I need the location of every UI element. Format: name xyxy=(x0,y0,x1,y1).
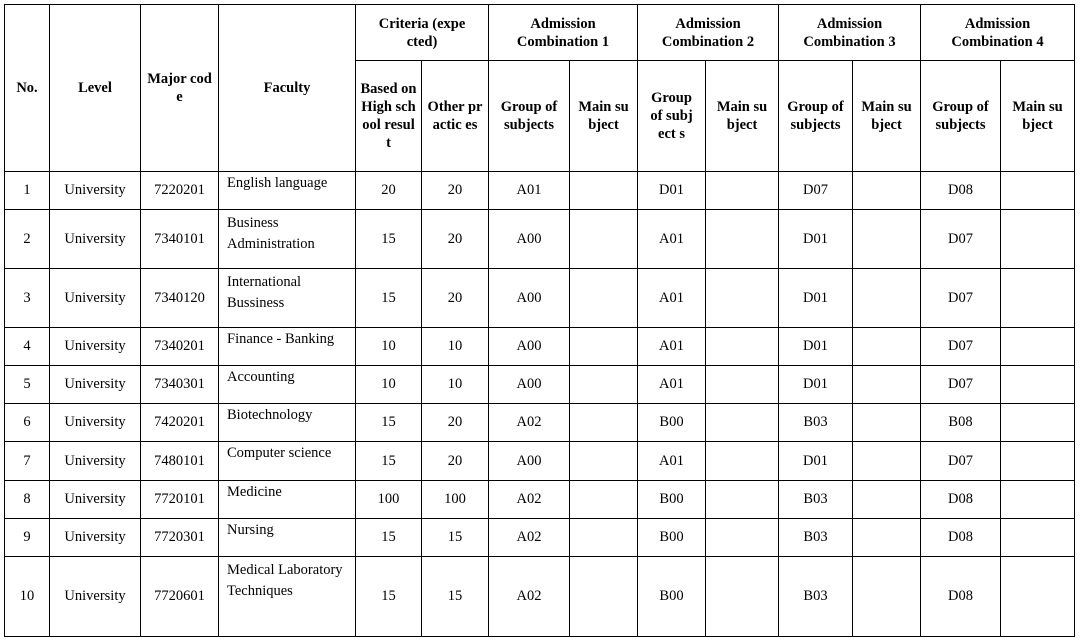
cell-main-3 xyxy=(853,366,921,404)
cell-main-1 xyxy=(570,328,638,366)
cell-main-1 xyxy=(570,481,638,519)
cell-group-2: D01 xyxy=(638,172,706,210)
header-combination-2: Admission Combination 2 xyxy=(638,5,779,61)
cell-group-3: D01 xyxy=(779,442,853,481)
header-main-subject-3: Main subject xyxy=(853,61,921,172)
cell-group-1: A01 xyxy=(489,172,570,210)
cell-group-4: D08 xyxy=(921,172,1001,210)
cell-group-1: A00 xyxy=(489,210,570,269)
cell-main-3 xyxy=(853,442,921,481)
cell-main-4 xyxy=(1001,557,1075,637)
header-faculty: Faculty xyxy=(219,5,356,172)
cell-main-4 xyxy=(1001,442,1075,481)
cell-faculty: Medical Laboratory Techniques xyxy=(219,557,356,637)
cell-group-2: A01 xyxy=(638,210,706,269)
cell-main-3 xyxy=(853,519,921,557)
cell-no: 9 xyxy=(5,519,50,557)
cell-based-on-high-school: 15 xyxy=(356,442,422,481)
cell-level: University xyxy=(50,328,141,366)
cell-group-1: A00 xyxy=(489,442,570,481)
header-other-practices: Other practic es xyxy=(422,61,489,172)
header-combination-3: Admission Combination 3 xyxy=(779,5,921,61)
cell-no: 10 xyxy=(5,557,50,637)
cell-no: 6 xyxy=(5,404,50,442)
cell-main-4 xyxy=(1001,481,1075,519)
cell-major-code: 7340120 xyxy=(141,269,219,328)
cell-no: 5 xyxy=(5,366,50,404)
cell-based-on-high-school: 15 xyxy=(356,519,422,557)
header-main-subject-2: Main subject xyxy=(706,61,779,172)
cell-main-1 xyxy=(570,519,638,557)
cell-no: 7 xyxy=(5,442,50,481)
table-row xyxy=(5,519,1075,557)
header-combination-1: Admission Combination 1 xyxy=(489,5,638,61)
admission-table xyxy=(4,4,1075,637)
cell-major-code: 7720101 xyxy=(141,481,219,519)
cell-main-2 xyxy=(706,210,779,269)
cell-group-4: D07 xyxy=(921,269,1001,328)
cell-no: 3 xyxy=(5,269,50,328)
cell-group-2: A01 xyxy=(638,366,706,404)
cell-main-2 xyxy=(706,519,779,557)
cell-faculty: Business Administration xyxy=(219,210,356,269)
cell-based-on-high-school: 15 xyxy=(356,269,422,328)
cell-no: 4 xyxy=(5,328,50,366)
cell-based-on-high-school: 100 xyxy=(356,481,422,519)
cell-other-practices: 15 xyxy=(422,557,489,637)
cell-group-3: D01 xyxy=(779,366,853,404)
cell-based-on-high-school: 10 xyxy=(356,366,422,404)
table-row xyxy=(5,269,1075,328)
cell-group-2: B00 xyxy=(638,557,706,637)
cell-faculty: International Bussiness xyxy=(219,269,356,328)
cell-other-practices: 20 xyxy=(422,442,489,481)
cell-group-3: B03 xyxy=(779,557,853,637)
cell-group-1: A02 xyxy=(489,519,570,557)
cell-main-1 xyxy=(570,366,638,404)
cell-group-2: B00 xyxy=(638,481,706,519)
cell-no: 2 xyxy=(5,210,50,269)
cell-main-4 xyxy=(1001,172,1075,210)
cell-main-1 xyxy=(570,404,638,442)
cell-level: University xyxy=(50,557,141,637)
cell-main-3 xyxy=(853,172,921,210)
table-row xyxy=(5,172,1075,210)
cell-group-4: D07 xyxy=(921,442,1001,481)
table-row xyxy=(5,481,1075,519)
cell-group-4: D07 xyxy=(921,328,1001,366)
cell-main-3 xyxy=(853,557,921,637)
cell-main-3 xyxy=(853,481,921,519)
cell-faculty: Nursing xyxy=(219,519,356,557)
table-row xyxy=(5,404,1075,442)
cell-other-practices: 10 xyxy=(422,366,489,404)
cell-major-code: 7340301 xyxy=(141,366,219,404)
table-row xyxy=(5,442,1075,481)
cell-faculty: Accounting xyxy=(219,366,356,404)
cell-group-1: A02 xyxy=(489,557,570,637)
cell-major-code: 7720301 xyxy=(141,519,219,557)
cell-other-practices: 100 xyxy=(422,481,489,519)
cell-major-code: 7480101 xyxy=(141,442,219,481)
cell-other-practices: 20 xyxy=(422,404,489,442)
cell-main-4 xyxy=(1001,519,1075,557)
cell-no: 1 xyxy=(5,172,50,210)
cell-no: 8 xyxy=(5,481,50,519)
cell-group-3: D01 xyxy=(779,269,853,328)
cell-main-2 xyxy=(706,328,779,366)
cell-level: University xyxy=(50,519,141,557)
cell-main-1 xyxy=(570,557,638,637)
cell-main-3 xyxy=(853,269,921,328)
cell-group-1: A00 xyxy=(489,269,570,328)
cell-main-4 xyxy=(1001,328,1075,366)
cell-main-3 xyxy=(853,210,921,269)
cell-main-3 xyxy=(853,328,921,366)
cell-based-on-high-school: 15 xyxy=(356,557,422,637)
cell-based-on-high-school: 20 xyxy=(356,172,422,210)
cell-group-4: D08 xyxy=(921,481,1001,519)
cell-major-code: 7420201 xyxy=(141,404,219,442)
cell-faculty: Finance - Banking xyxy=(219,328,356,366)
cell-group-2: A01 xyxy=(638,269,706,328)
cell-level: University xyxy=(50,210,141,269)
cell-faculty: Computer science xyxy=(219,442,356,481)
header-group-of-subjects-3: Group of subjects xyxy=(779,61,853,172)
cell-group-1: A02 xyxy=(489,404,570,442)
cell-group-2: A01 xyxy=(638,328,706,366)
cell-group-2: B00 xyxy=(638,519,706,557)
cell-group-4: B08 xyxy=(921,404,1001,442)
cell-main-4 xyxy=(1001,269,1075,328)
header-group-of-subjects-4: Group of subjects xyxy=(921,61,1001,172)
cell-level: University xyxy=(50,404,141,442)
cell-main-1 xyxy=(570,210,638,269)
cell-group-2: B00 xyxy=(638,404,706,442)
header-no: No. xyxy=(5,5,50,172)
cell-major-code: 7720601 xyxy=(141,557,219,637)
header-group-of-subjects-1: Group of subjects xyxy=(489,61,570,172)
header-based-on-high-school: Based on High school result xyxy=(356,61,422,172)
cell-other-practices: 20 xyxy=(422,172,489,210)
cell-faculty: Medicine xyxy=(219,481,356,519)
cell-major-code: 7340201 xyxy=(141,328,219,366)
cell-main-2 xyxy=(706,481,779,519)
cell-level: University xyxy=(50,481,141,519)
cell-other-practices: 15 xyxy=(422,519,489,557)
cell-group-3: D01 xyxy=(779,210,853,269)
cell-group-1: A00 xyxy=(489,366,570,404)
cell-main-2 xyxy=(706,442,779,481)
cell-level: University xyxy=(50,366,141,404)
table-row xyxy=(5,210,1075,269)
cell-main-2 xyxy=(706,404,779,442)
cell-main-2 xyxy=(706,269,779,328)
cell-group-1: A00 xyxy=(489,328,570,366)
cell-group-3: B03 xyxy=(779,481,853,519)
cell-main-1 xyxy=(570,172,638,210)
header-main-subject-1: Main subject xyxy=(570,61,638,172)
header-combination-4: Admission Combination 4 xyxy=(921,5,1075,61)
cell-main-1 xyxy=(570,442,638,481)
cell-main-4 xyxy=(1001,366,1075,404)
cell-main-4 xyxy=(1001,404,1075,442)
cell-based-on-high-school: 15 xyxy=(356,210,422,269)
table-row xyxy=(5,328,1075,366)
header-row-top xyxy=(5,5,1075,61)
cell-based-on-high-school: 10 xyxy=(356,328,422,366)
table-body xyxy=(5,172,1075,637)
cell-group-3: B03 xyxy=(779,404,853,442)
cell-major-code: 7220201 xyxy=(141,172,219,210)
cell-group-3: D07 xyxy=(779,172,853,210)
cell-group-4: D08 xyxy=(921,519,1001,557)
header-group-of-subjects-2: Group of subject s xyxy=(638,61,706,172)
cell-main-4 xyxy=(1001,210,1075,269)
cell-faculty: Biotechnology xyxy=(219,404,356,442)
cell-other-practices: 20 xyxy=(422,210,489,269)
table-row xyxy=(5,366,1075,404)
header-main-subject-4: Main subject xyxy=(1001,61,1075,172)
cell-group-4: D07 xyxy=(921,366,1001,404)
cell-group-3: B03 xyxy=(779,519,853,557)
cell-level: University xyxy=(50,269,141,328)
cell-main-3 xyxy=(853,404,921,442)
table-row xyxy=(5,557,1075,637)
cell-faculty: English language xyxy=(219,172,356,210)
header-criteria: Criteria (expected) xyxy=(356,5,489,61)
cell-group-4: D08 xyxy=(921,557,1001,637)
cell-group-3: D01 xyxy=(779,328,853,366)
cell-main-2 xyxy=(706,557,779,637)
header-level: Level xyxy=(50,5,141,172)
cell-level: University xyxy=(50,442,141,481)
cell-group-1: A02 xyxy=(489,481,570,519)
cell-other-practices: 10 xyxy=(422,328,489,366)
cell-major-code: 7340101 xyxy=(141,210,219,269)
header-major-code: Major code xyxy=(141,5,219,172)
cell-main-1 xyxy=(570,269,638,328)
cell-main-2 xyxy=(706,366,779,404)
cell-main-2 xyxy=(706,172,779,210)
cell-group-2: A01 xyxy=(638,442,706,481)
cell-level: University xyxy=(50,172,141,210)
cell-other-practices: 20 xyxy=(422,269,489,328)
cell-based-on-high-school: 15 xyxy=(356,404,422,442)
cell-group-4: D07 xyxy=(921,210,1001,269)
